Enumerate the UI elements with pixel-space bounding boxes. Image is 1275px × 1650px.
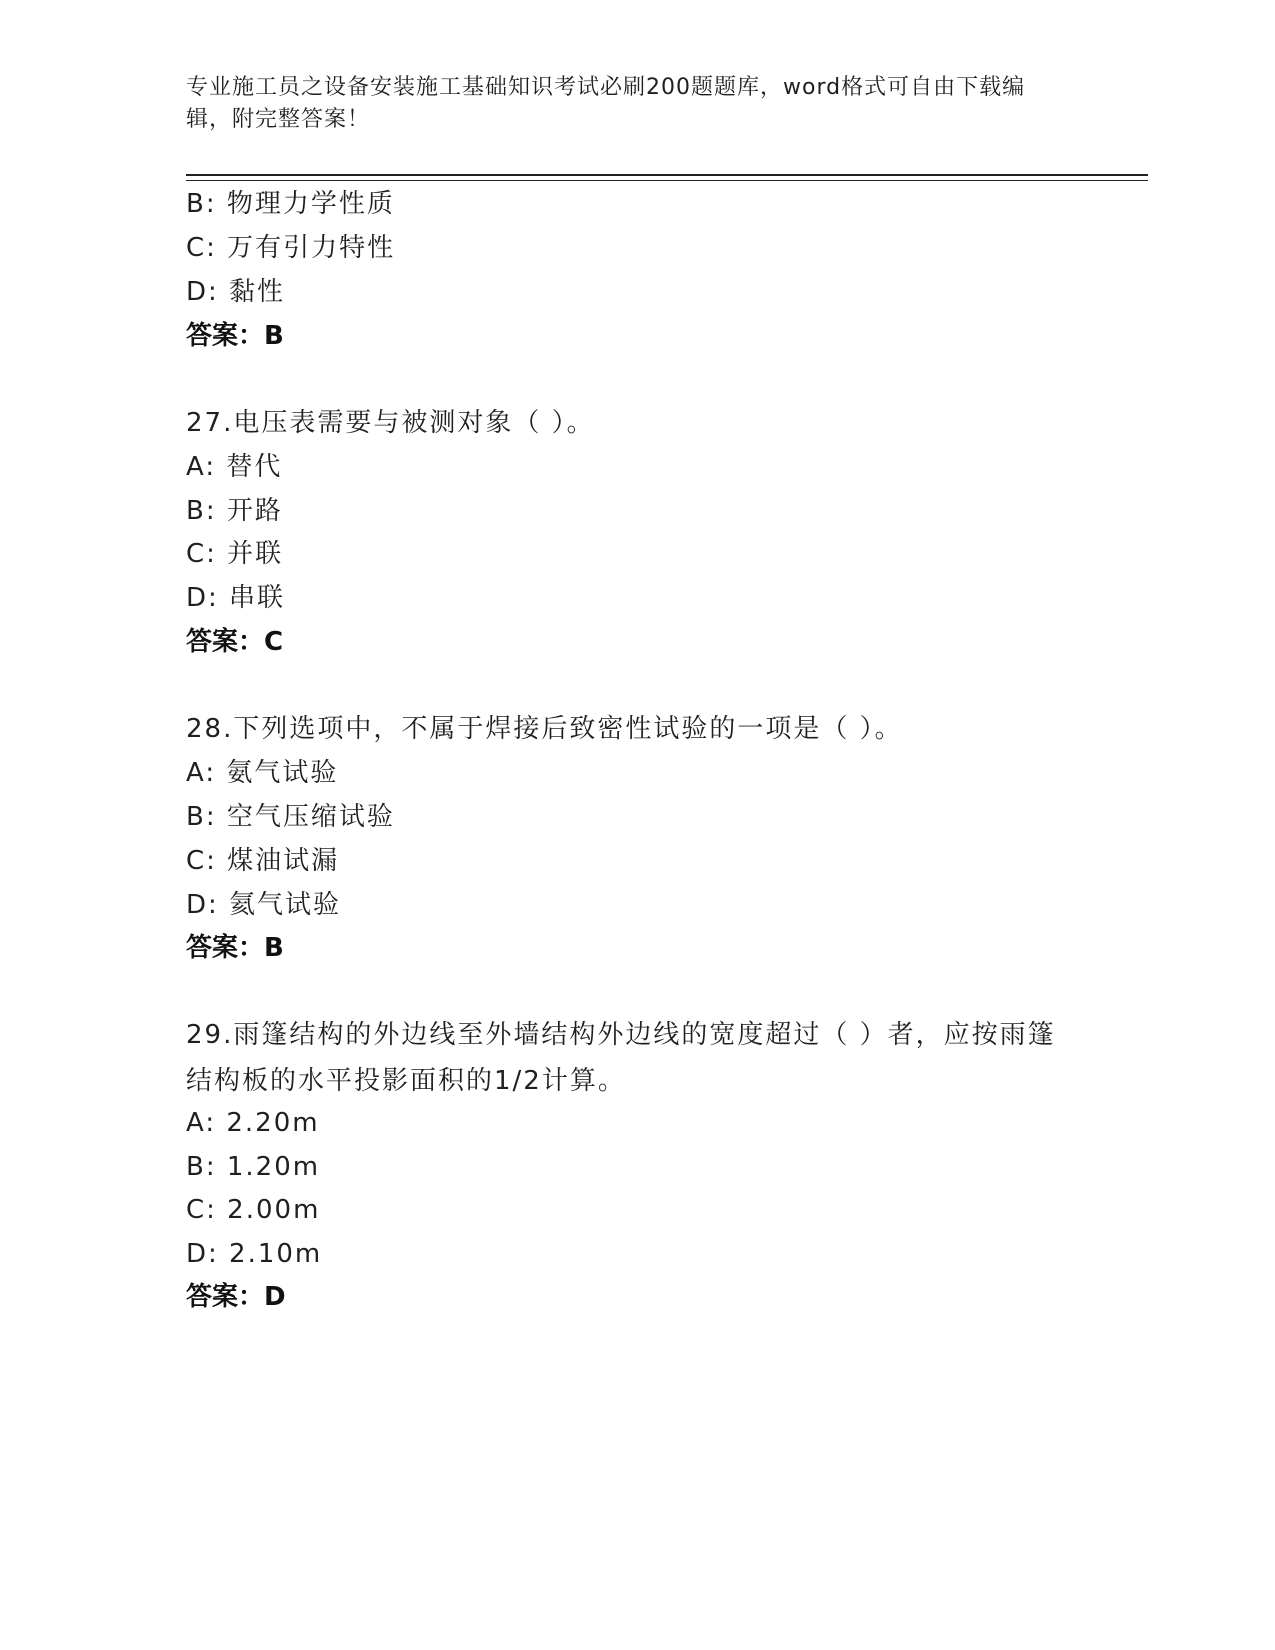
question-29-title: 29.雨篷结构的外边线至外墙结构外边线的宽度超过（ ）者，应按雨篷结构板的水平投影面积的1/2计算。	[186, 1020, 1056, 1096]
question-27-option-a: A: 替代	[186, 452, 283, 482]
question-29-option-a: A: 2.20m	[186, 1108, 320, 1138]
question-28-option-a: A: 氨气试验	[186, 758, 339, 788]
question-27-option-d: D: 串联	[186, 583, 286, 613]
question-27-title: 27.电压表需要与被测对象（ ）。	[186, 408, 595, 438]
question-28-answer: 答案：B	[186, 933, 284, 963]
question-29-option-b: B: 1.20m	[186, 1152, 321, 1182]
question-29-option-c: C: 2.00m	[186, 1195, 321, 1225]
question-27-option-c: C: 并联	[186, 539, 284, 569]
prev-option-d: D: 黏性	[186, 277, 286, 307]
question-28-title: 28.下列选项中，不属于焊接后致密性试验的一项是（ ）。	[186, 714, 903, 744]
prev-option-b: B: 物理力学性质	[186, 189, 395, 219]
header-rule-thick	[186, 174, 1148, 176]
header-rule-thin	[186, 180, 1148, 181]
question-28-option-c: C: 煤油试漏	[186, 846, 340, 876]
question-28-option-b: B: 空气压缩试验	[186, 802, 395, 832]
question-29-answer: 答案：D	[186, 1282, 286, 1312]
prev-option-c: C: 万有引力特性	[186, 233, 396, 263]
question-28-option-d: D: 氦气试验	[186, 890, 342, 920]
question-27-option-b: B: 开路	[186, 496, 283, 526]
question-29-option-d: D: 2.10m	[186, 1239, 323, 1269]
question-27-answer: 答案：C	[186, 627, 284, 657]
prev-answer: 答案：B	[186, 321, 284, 351]
document-header: 专业施工员之设备安装施工基础知识考试必刷200题题库，word格式可自由下载编辑，附完整答案！	[186, 75, 1026, 132]
